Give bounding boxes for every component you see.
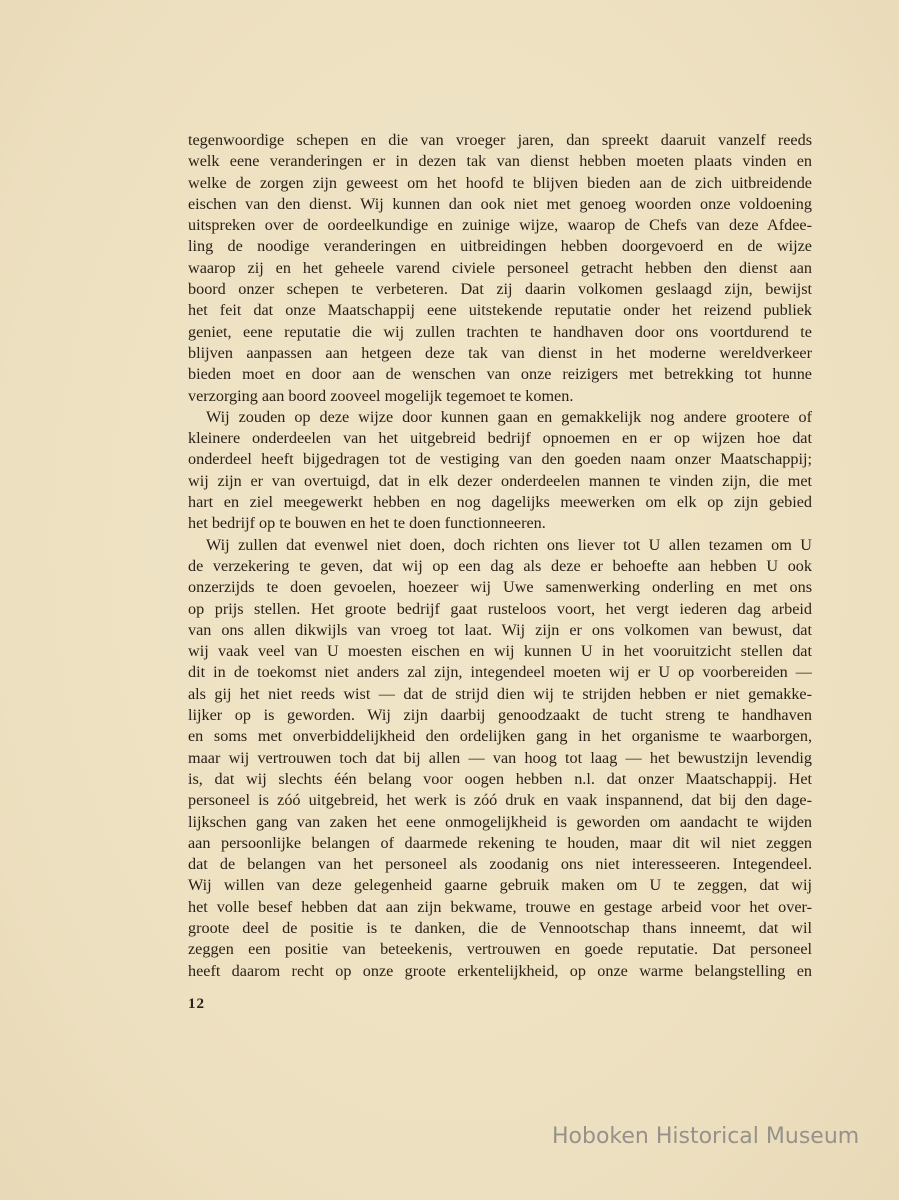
text-line: geniet, eene reputatie die wij zullen trachten te handhaven door ons voortdurend te — [188, 322, 812, 341]
text-line: de verzekering te geven, dat wij op een dag als deze er behoefte aan hebben U ook — [188, 556, 812, 575]
text-line: kleinere onderdeelen van het uitgebreid bedrijf opnoemen en er op wijzen hoe dat — [188, 429, 812, 448]
text-line: eischen van den dienst. Wij kunnen dan ook niet met genoeg woorden onze voldoening — [188, 194, 812, 213]
text-line: Wij willen van deze gelegenheid gaarne gebruik maken om U te zeggen, dat wij — [188, 876, 812, 895]
text-line: heeft daarom recht op onze groote erkentelijkheid, op onze warme belangstelling en — [188, 961, 812, 980]
museum-watermark: Hoboken Historical Museum — [552, 1124, 860, 1149]
text-line: wij zijn er van overtuigd, dat in elk dezer onderdeelen mannen te vinden zijn, die met — [188, 471, 812, 490]
text-line: en soms met onverbiddelijkheid den ordelijken gang in het organisme te waarborgen, — [188, 727, 812, 746]
text-line: hart en ziel meegewerkt hebben en nog dagelijks meewerken om elk op zijn gebied — [188, 493, 812, 512]
text-line: tegenwoordige schepen en die van vroeger jaren, dan spreekt daaruit vanzelf reeds — [188, 131, 812, 149]
page-number: 12 — [188, 996, 205, 1012]
text-line: boord onzer schepen te verbeteren. Dat zij daarin volkomen geslaagd zijn, bewijst — [188, 280, 812, 299]
text-line: uitspreken over de oordeelkundige en zuinige wijze, waarop de Chefs van deze Afdee- — [188, 216, 812, 235]
text-line: van ons allen dikwijls van vroeg tot laat. Wij zijn er ons volkomen van bewust, dat — [188, 620, 812, 639]
text-line: waarop zij en het geheele varend civiele personeel getracht hebben den dienst aan — [188, 258, 812, 277]
text-line: als gij het niet reeds wist — dat de strijd dien wij te strijden hebben er niet gemakke- — [188, 684, 812, 703]
text-line: op prijs stellen. Het groote bedrijf gaat rusteloos voort, het vergt iederen dag arbeid — [188, 599, 812, 618]
text-line: het volle besef hebben dat aan zijn bekwame, trouwe en gestage arbeid voor het over- — [188, 897, 812, 916]
text-line: Wij zouden op deze wijze door kunnen gaan en gemakkelijk nog andere grootere of — [206, 407, 812, 426]
text-line: ling de noodige veranderingen en uitbreidingen hebben doorgevoerd en de wijze — [188, 237, 812, 256]
body-text — [188, 130, 812, 982]
text-line: lijker op is geworden. Wij zijn daarbij genoodzaakt de tucht streng te handhaven — [188, 706, 812, 725]
text-line: zeggen een positie van beteekenis, vertrouwen en goede reputatie. Dat personeel — [188, 940, 812, 959]
text-line: het feit dat onze Maatschappij eene uitstekende reputatie onder het reizend publiek — [188, 301, 812, 320]
text-line: het bedrijf op te bouwen en het te doen functionneeren. — [188, 514, 546, 533]
text-line: blijven aanpassen aan hetgeen deze tak van dienst in het moderne wereldverkeer — [188, 343, 812, 362]
text-line: bieden moet en door aan de wenschen van onze reizigers met betrekking tot hunne — [188, 365, 812, 384]
text-line: personeel is zóó uitgebreid, het werk is zóó druk en vaak inspannend, dat bij den dage- — [188, 791, 812, 810]
text-line: welk eene veranderingen er in dezen tak van dienst hebben moeten plaats vinden en — [188, 152, 812, 171]
text-line: onderdeel heeft bijgedragen tot de vestiging van den goeden naam onzer Maatschappij; — [188, 450, 812, 469]
text-line: aan persoonlijke belangen of daarmede rekening te houden, maar dit wil niet zeggen — [188, 833, 812, 852]
text-line: lijkschen gang van zaken het eene onmogelijkheid is geworden om aandacht te wijden — [188, 812, 812, 831]
text-line: maar wij vertrouwen toch dat bij allen — van hoog tot laag — het bewustzijn levendig — [188, 748, 812, 767]
text-line: verzorging aan boord zooveel mogelijk tegemoet te komen. — [188, 386, 574, 405]
text-line: welke de zorgen zijn geweest om het hoofd te blijven bieden aan de zich uitbreidende — [188, 173, 812, 192]
text-line: onzerzijds te doen gevoelen, hoezeer wij Uwe samenwerking onderling en met ons — [188, 578, 812, 597]
text-line: groote deel de positie is te danken, die de Vennootschap thans inneemt, dat wil — [188, 918, 812, 937]
text-line: is, dat wij slechts één belang voor oogen hebben n.l. dat onzer Maatschappij. Het — [188, 769, 812, 788]
text-line: Wij zullen dat evenwel niet doen, doch richten ons liever tot U allen tezamen om U — [206, 535, 812, 554]
text-line: wij vaak veel van U moesten eischen en wij kunnen U in het vooruitzicht stellen dat — [188, 642, 812, 661]
text-line: dat de belangen van het personeel als zoodanig ons niet interesseeren. Integendeel. — [188, 855, 812, 874]
text-line: dit in de toekomst niet anders zal zijn, integendeel moeten wij er U op voorbereiden — — [188, 663, 812, 682]
